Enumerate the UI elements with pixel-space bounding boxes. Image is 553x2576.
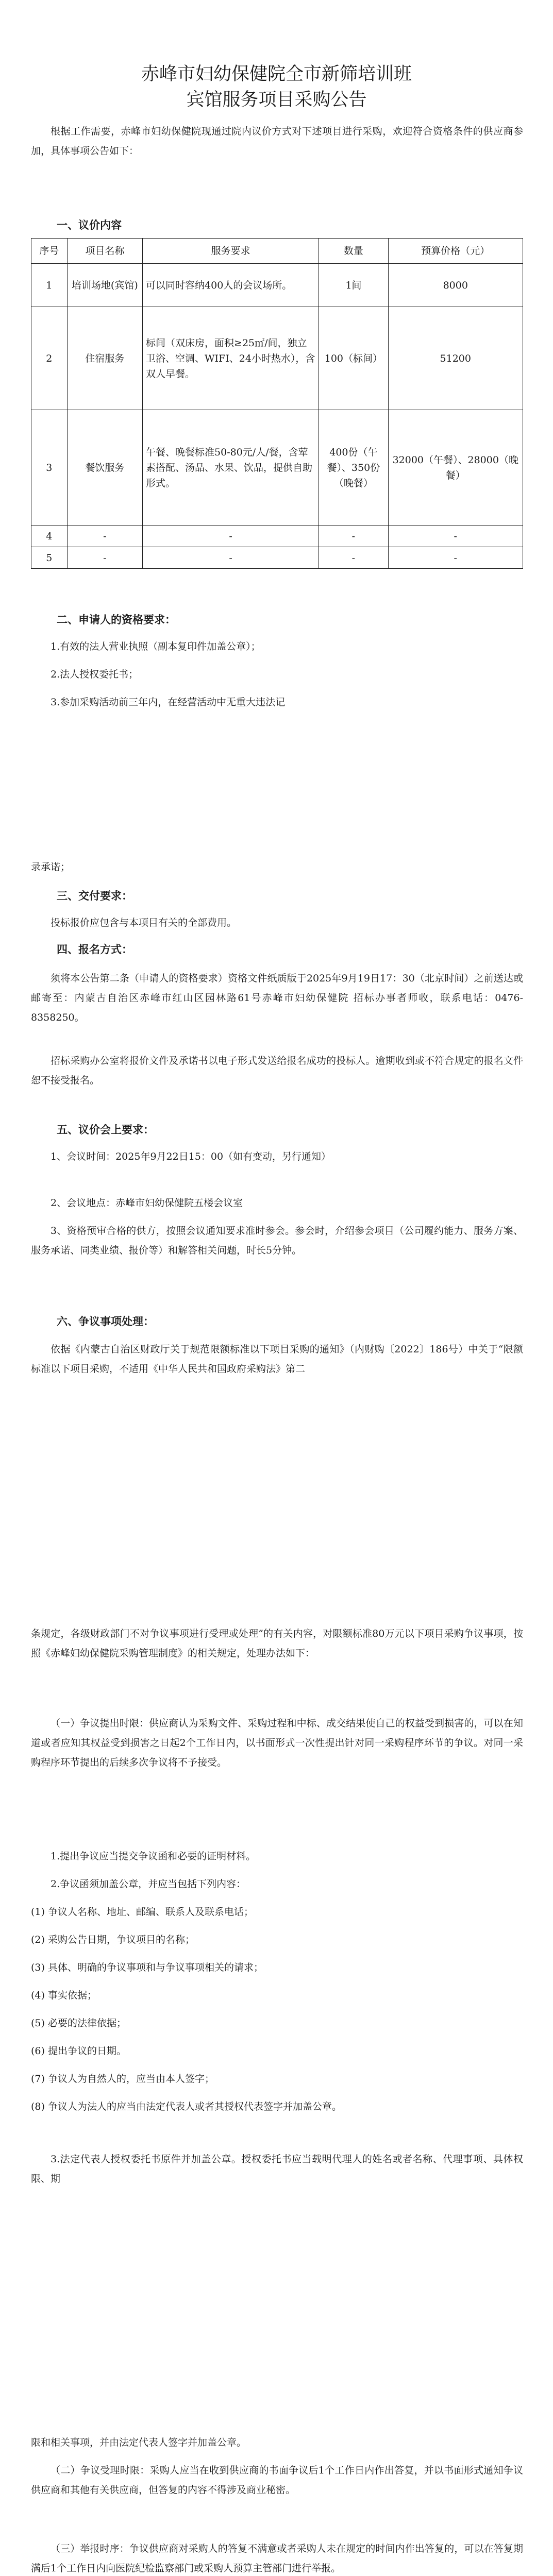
header-quantity: 数量 <box>319 239 388 264</box>
row-quantity: 100（标间） <box>319 307 388 410</box>
row-no: 5 <box>31 547 68 569</box>
row-name: 培训场地(宾馆) <box>67 264 142 307</box>
table-row <box>31 307 523 410</box>
row-budget: 51200 <box>388 307 523 410</box>
dispute-content-item: (2) 采购公告日期，争议项目的名称； <box>31 1934 195 1945</box>
dispute-content-item: (6) 提出争议的日期。 <box>31 2045 126 2057</box>
section-heading-3: 三、交付要求： <box>57 889 132 902</box>
dispute-intro: 依据《内蒙古自治区财政厅关于规范限额标准以下项目采购的通知》（内财购〔2022〕186号）中关于“限额标准以下项目采购，不适用《中华人民共和国政府采购法》第二 <box>31 1344 523 1375</box>
section-heading-1: 一、议价内容 <box>57 218 122 231</box>
row-budget: - <box>388 526 523 547</box>
dispute-continuation: 条规定，各级财政部门不对争议事项进行受理或处理”的有关内容，对限额标准80万元以下项目采购争议事项，按照《赤峰妇幼保健院采购管理制度》的相关规定，处理办法如下： <box>31 1628 523 1659</box>
section-heading-2: 二、申请人的资格要求： <box>57 613 176 626</box>
header-budget: 预算价格（元） <box>388 239 523 264</box>
dispute-requirement-2: 2.争议函须加盖公章，并应当包括下列内容： <box>51 1878 246 1890</box>
table-row <box>31 526 523 547</box>
table-header-row <box>31 239 523 264</box>
doc-title-line2: 宾馆服务项目采购公告 <box>186 90 367 110</box>
dispute-requirement-3-continuation: 限和相关事项，并由法定代表人签字并加盖公章。 <box>31 2437 247 2448</box>
signup-paragraph: 须将本公告第二条（申请人的资格要求）资格文件纸质版于2025年9月19日17：30（北京时间）之前送达或邮寄至：内蒙古自治区赤峰市红山区园林路61号赤峰市妇幼保健院 招标办事者师收，联系电话：0476-8358250。 <box>31 973 523 1023</box>
intro-paragraph: 根据工作需要，赤峰市妇幼保健院现通过院内议价方式对下述项目进行采购，欢迎符合资格条件的供应商参加，具体事项公告如下： <box>31 126 523 157</box>
header-requirements: 服务要求 <box>143 239 319 264</box>
dispute-content-item: (7) 争议人为自然人的，应当由本人签字； <box>31 2073 214 2084</box>
dispute-report: （三）举报时序：争议供应商对采购人的答复不满意或者采购人未在规定的时间内作出答复的，可以在答复期满后1个工作日内向医院纪检监察部门或采购人预算主管部门进行举报。 <box>31 2543 523 2574</box>
table-row <box>31 410 523 526</box>
dispute-content-item: (1) 争议人名称、地址、邮编、联系人及联系电话； <box>31 1906 254 1918</box>
row-budget: 8000 <box>388 264 523 307</box>
row-budget: - <box>388 547 523 569</box>
dispute-content-item: (3) 具体、明确的争议事项和与争议事项相关的请求； <box>31 1962 263 1973</box>
delivery-text: 投标报价应包含与本项目有关的全部费用。 <box>51 917 237 928</box>
dispute-content-item: (5) 必要的法律依据； <box>31 2018 126 2029</box>
dispute-requirement-3: 3.法定代表人授权委托书原件并加盖公章。授权委托书应当载明代理人的姓名或者名称、代理事项、具体权限、期 <box>31 2154 523 2184</box>
doc-title-line1: 赤峰市妇幼保健院全市新筛培训班 <box>141 64 412 84</box>
dispute-requirement-1: 1.提出争议应当提交争议函和必要的证明材料。 <box>51 1851 256 1862</box>
qual-item: 2.法人授权委托书； <box>51 669 139 680</box>
row-name: - <box>67 526 142 547</box>
row-name: 住宿服务 <box>67 307 142 410</box>
header-no: 序号 <box>31 239 68 264</box>
signup-paragraph-2: 招标采购办公室将报价文件及承诺书以电子形式发送给报名成功的投标人。逾期收到或不符合规定的报名文件恕不接受报名。 <box>31 1055 523 1086</box>
row-quantity: - <box>319 526 388 547</box>
row-name: 餐饮服务 <box>67 410 142 526</box>
dispute-content-item: (4) 事实依据； <box>31 1990 97 2001</box>
qual-item: 3.参加采购活动前三年内，在经营活动中无重大违法记 <box>51 697 286 708</box>
row-quantity: - <box>319 547 388 569</box>
dispute-timelimit: （一）争议提出时限：供应商认为采购文件、采购过程和中标、成交结果使自己的权益受到损害的，可以在知道或者应知其权益受到损害之日起2个工作日内，以书面形式一次性提出针对同一采购程序环节的争议。对同一采购程序环节提出的后续多次争议将不予接受。 <box>31 1718 523 1768</box>
qual-item: 1.有效的法人营业执照（副本复印件加盖公章）； <box>51 641 261 652</box>
section-heading-4: 四、报名方式： <box>57 943 132 956</box>
meeting-place: 2、会议地点：赤峰市妇幼保健院五楼会议室 <box>51 1197 243 1209</box>
row-no: 3 <box>31 410 68 526</box>
section-heading-6: 六、争议事项处理： <box>57 1315 154 1328</box>
row-no: 1 <box>31 264 68 307</box>
row-quantity: 1间 <box>319 264 388 307</box>
row-quantity: 400份（午餐）、350份（晚餐） <box>319 410 388 526</box>
header-name: 项目名称 <box>67 239 142 264</box>
row-requirements: 标间（双床房，面积≥25㎡/间，独立卫浴、空调、WIFI、24小时热水），含双人早餐。 <box>143 307 319 410</box>
row-no: 4 <box>31 526 68 547</box>
dispute-content-item: (8) 争议人为法人的应当由法定代表人或者其授权代表签字并加盖公章。 <box>31 2101 342 2112</box>
table-row <box>31 264 523 307</box>
dispute-acceptance: （二）争议受理时限：采购人应当在收到供应商的书面争议后1个工作日内作出答复，并以书面形式通知争议供应商和其他有关供应商，但答复的内容不得涉及商业秘密。 <box>31 2465 523 2496</box>
row-requirements: - <box>143 547 319 569</box>
row-requirements: - <box>143 526 319 547</box>
meeting-requirements: 3、资格预审合格的供方，按照会议通知要求准时参会。参会时，介绍参会项目（公司履约能力、服务方案、服务承诺、同类业绩、报价等）和解答相关问题，时长5分钟。 <box>31 1225 523 1256</box>
meeting-time: 1、会议时间：2025年9月22日15：00（如有变动，另行通知） <box>51 1151 331 1162</box>
row-requirements: 午餐、晚餐标准50-80元/人/餐，含荤素搭配、汤品、水果、饮品，提供自助形式。 <box>143 410 319 526</box>
row-requirements: 可以同时容纳400人的会议场所。 <box>143 264 319 307</box>
table-row <box>31 547 523 569</box>
row-budget: 32000（午餐）、28000（晚餐） <box>388 410 523 526</box>
row-no: 2 <box>31 307 68 410</box>
row-name: - <box>67 547 142 569</box>
requirements-table <box>31 238 523 569</box>
section-heading-5: 五、议价会上要求： <box>57 1123 154 1136</box>
qual-continuation: 录承诺； <box>31 861 71 873</box>
